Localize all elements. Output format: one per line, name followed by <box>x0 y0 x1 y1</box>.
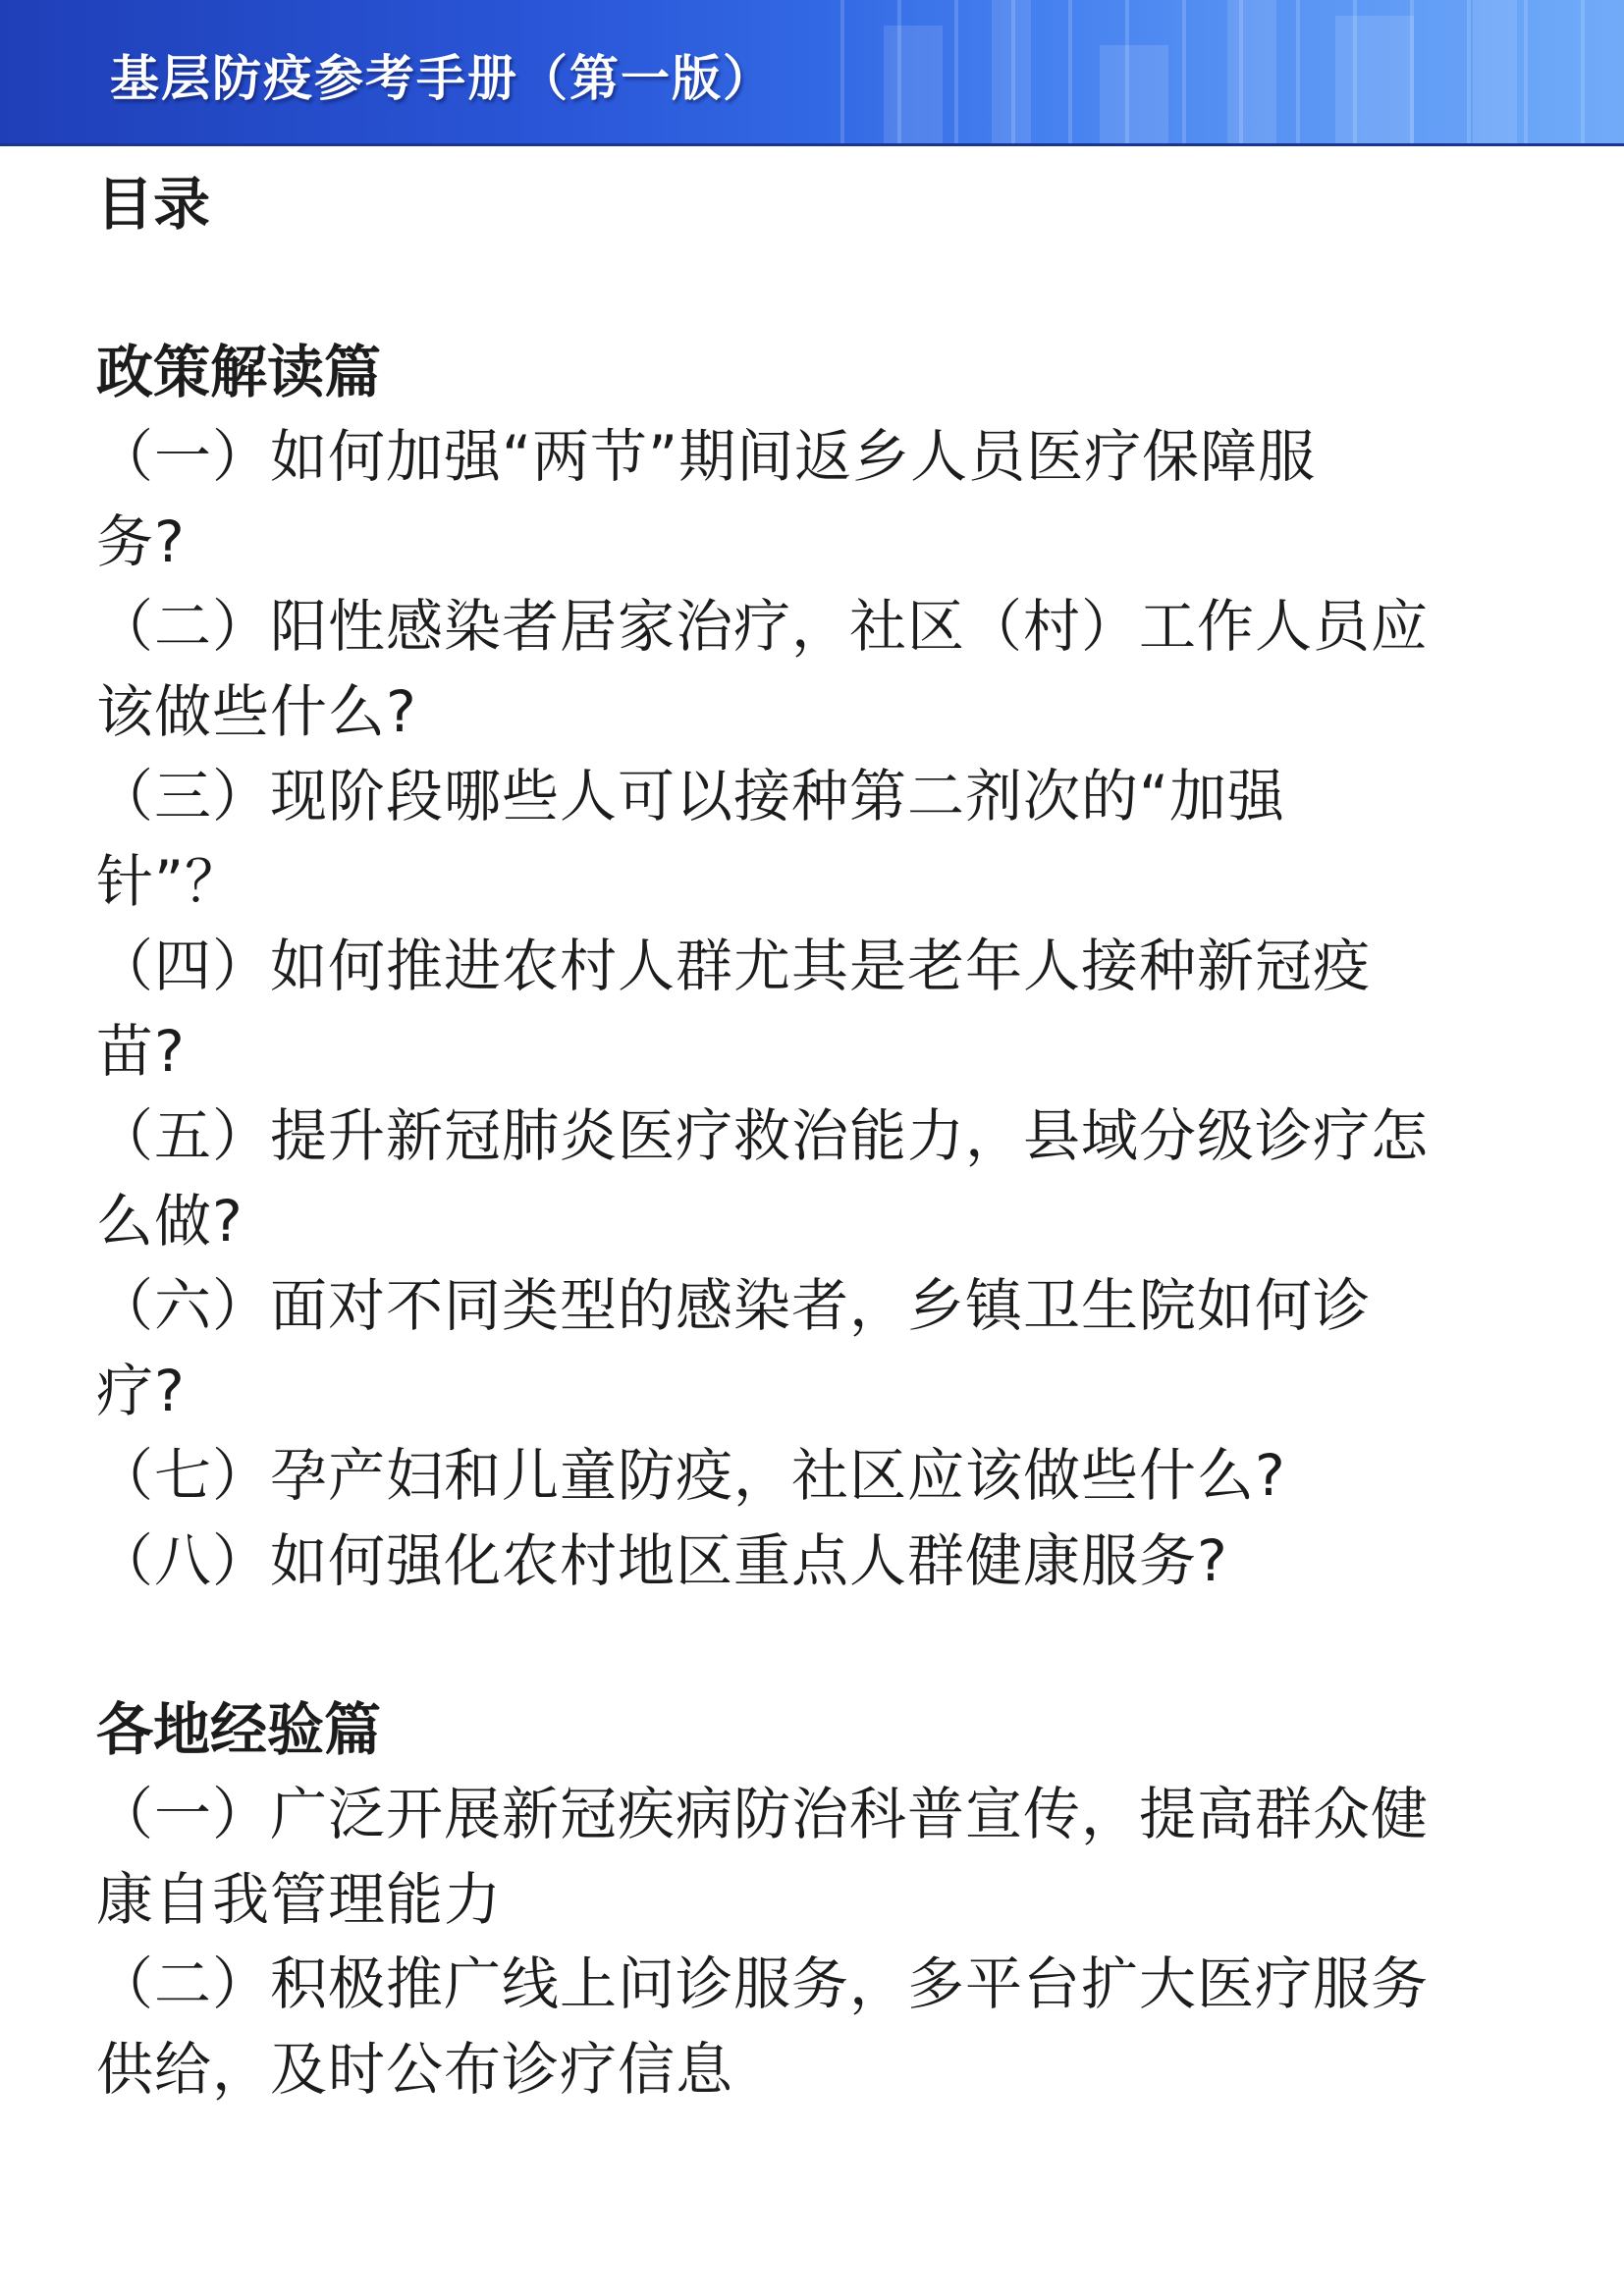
banner-title: 基层防疫参考手册（第一版） <box>110 50 774 107</box>
toc-item-4[interactable]: （四）如何推进农村人群尤其是老年人接种新冠疫 苗? <box>96 933 1372 1085</box>
toc-item-2[interactable]: （二）积极推广线上问诊服务，多平台扩大医疗服务 供给，及时公布诊疗信息 <box>96 1950 1430 2103</box>
toc-item-6[interactable]: （六）面对不同类型的感染者，乡镇卫生院如何诊 疗? <box>96 1272 1372 1424</box>
section-heading: 政策解读篇 <box>96 339 382 405</box>
header-banner <box>0 0 1624 146</box>
toc-item-5[interactable]: （五）提升新冠肺炎医疗救治能力，县域分级诊疗怎 么做? <box>96 1102 1430 1255</box>
toc-item-1[interactable]: （一）广泛开展新冠疾病防治科普宣传，提高群众健 康自我管理能力 <box>96 1781 1430 1933</box>
toc-item-8[interactable]: （八）如何强化农村地区重点人群健康服务? <box>96 1526 1228 1594</box>
toc-item-7[interactable]: （七）孕产妇和儿童防疫，社区应该做些什么? <box>96 1442 1286 1509</box>
toc-item-3[interactable]: （三）现阶段哪些人可以接种第二剂次的“加强 针”？ <box>96 763 1286 915</box>
section-local-experience <box>96 1687 1530 2111</box>
section-policy-interpretation <box>96 330 1530 1603</box>
section-heading: 各地经验篇 <box>96 1696 382 1763</box>
table-of-contents <box>96 163 1530 2111</box>
toc-title: 目录 <box>96 171 211 238</box>
toc-item-2[interactable]: （二）阳性感染者居家治疗，社区（村）工作人员应 该做些什么? <box>96 593 1430 745</box>
toc-item-1[interactable]: （一）如何加强“两节”期间返乡人员医疗保障服 务? <box>96 423 1317 575</box>
